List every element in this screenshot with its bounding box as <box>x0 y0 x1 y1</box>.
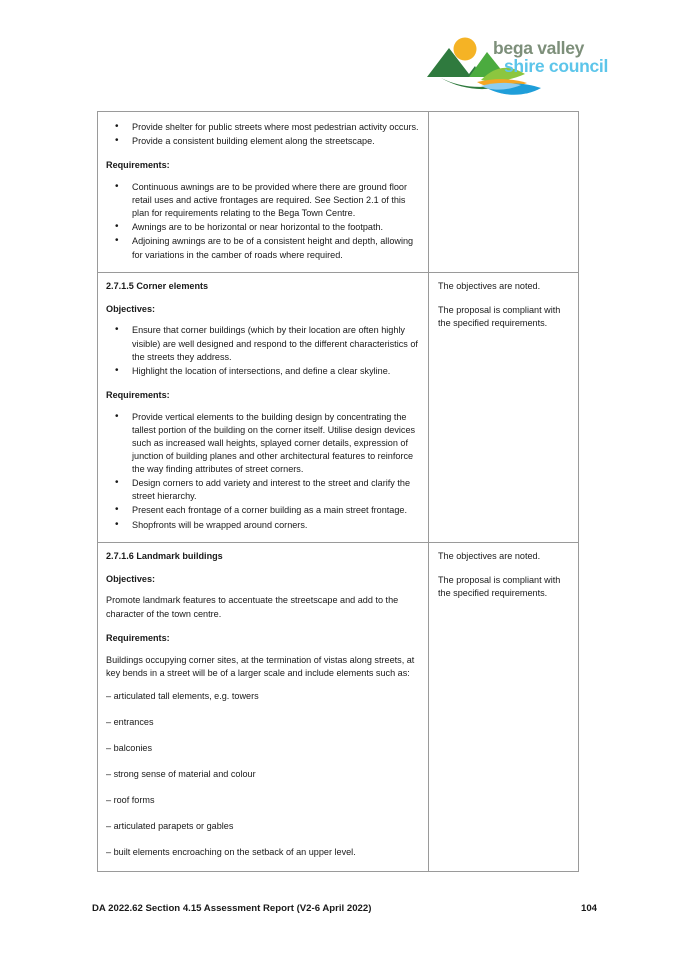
assessment-note: The proposal is compliant with the specified requirements. <box>438 304 561 328</box>
footer-page-number: 104 <box>580 903 597 914</box>
list-item: • Ensure that corner buildings (which by their location are often highly visible) are well designed and respond to the different characteristics of the streets they address. <box>132 324 420 363</box>
list-item: • Adjoining awnings are to be of a consistent height and depth, allowing for variations in the camber of roads where required. <box>132 235 420 261</box>
council-logo <box>425 30 630 102</box>
objectives-label: Objectives: <box>106 573 156 584</box>
list-item: – roof forms <box>106 795 155 806</box>
list-item: • Continuous awnings are to be provided where there are ground floor retail uses and active frontages are required. See Section 2.1 of this plan for requirements relating to the Bega Town Centre. <box>132 181 420 220</box>
list-item: • Provide shelter for public streets where most pedestrian activity occurs. <box>132 121 420 134</box>
list-item: – balconies <box>106 742 153 753</box>
assessment-note: The objectives are noted. <box>438 280 541 291</box>
control-cell-corner-elements <box>98 272 429 542</box>
requirements-label: Requirements: <box>106 632 170 643</box>
section-heading: 2.7.1.6 Landmark buildings <box>106 550 223 561</box>
assessment-cell-corner-elements <box>429 272 579 542</box>
list-item: • Highlight the location of intersections, and define a clear skyline. <box>132 365 420 378</box>
objectives-bullet-list <box>106 121 420 148</box>
assessment-cell-awnings <box>429 112 579 273</box>
table-row <box>98 272 579 542</box>
objectives-bullet-list <box>106 324 420 377</box>
footer-document-reference: DA 2022.62 Section 4.15 Assessment Report (V2-6 April 2022) <box>92 903 372 914</box>
section-heading: 2.7.1.5 Corner elements <box>106 280 209 291</box>
logo-line-bega-valley: bega valley <box>493 38 585 58</box>
requirements-paragraph: Buildings occupying corner sites, at the termination of vistas along streets, at key bends in a street will be of a larger scale and include elements such as: <box>106 654 415 678</box>
assessment-table <box>97 111 579 872</box>
assessment-note: The objectives are noted. <box>438 550 541 561</box>
table-row <box>98 112 579 273</box>
list-item: – strong sense of material and colour <box>106 768 256 779</box>
control-cell-landmark-buildings <box>98 542 429 872</box>
table-row <box>98 542 579 872</box>
control-cell-awnings <box>98 112 429 273</box>
requirements-bullet-list <box>106 411 420 532</box>
objectives-paragraph: Promote landmark features to accentuate the streetscape and add to the character of the town centre. <box>106 595 399 619</box>
objectives-label: Objectives: <box>106 303 156 314</box>
list-item: – articulated parapets or gables <box>106 821 234 832</box>
requirements-bullet-list <box>106 181 420 262</box>
logo-wordmark <box>493 40 633 76</box>
list-item: • Present each frontage of a corner building as a main street frontage. <box>132 504 420 517</box>
requirements-label: Requirements: <box>106 160 170 171</box>
assessment-note: The proposal is compliant with the specified requirements. <box>438 574 561 598</box>
list-item: – entrances <box>106 716 154 727</box>
logo-line-shire-council: shire council <box>504 55 609 76</box>
assessment-cell-landmark-buildings <box>429 542 579 872</box>
list-item: – built elements encroaching on the setback of an upper level. <box>106 847 356 858</box>
page-footer <box>92 903 597 914</box>
page-header <box>425 30 630 102</box>
list-item: • Design corners to add variety and interest to the street and clarify the street hierarchy. <box>132 477 420 503</box>
list-item: • Provide a consistent building element along the streetscape. <box>132 135 420 148</box>
list-item: • Provide vertical elements to the building design by concentrating the tallest portion of the building on the corner itself. Utilise design devices such as increased wall heights, splayed corner details, expression of junction of building planes and other architectural features to reinforce the way finding attributes of street corners. <box>132 411 420 476</box>
list-item: • Awnings are to be horizontal or near horizontal to the footpath. <box>132 221 420 234</box>
list-item: – articulated tall elements, e.g. towers <box>106 690 259 701</box>
list-item: • Shopfronts will be wrapped around corners. <box>132 519 420 532</box>
requirements-label: Requirements: <box>106 389 170 400</box>
